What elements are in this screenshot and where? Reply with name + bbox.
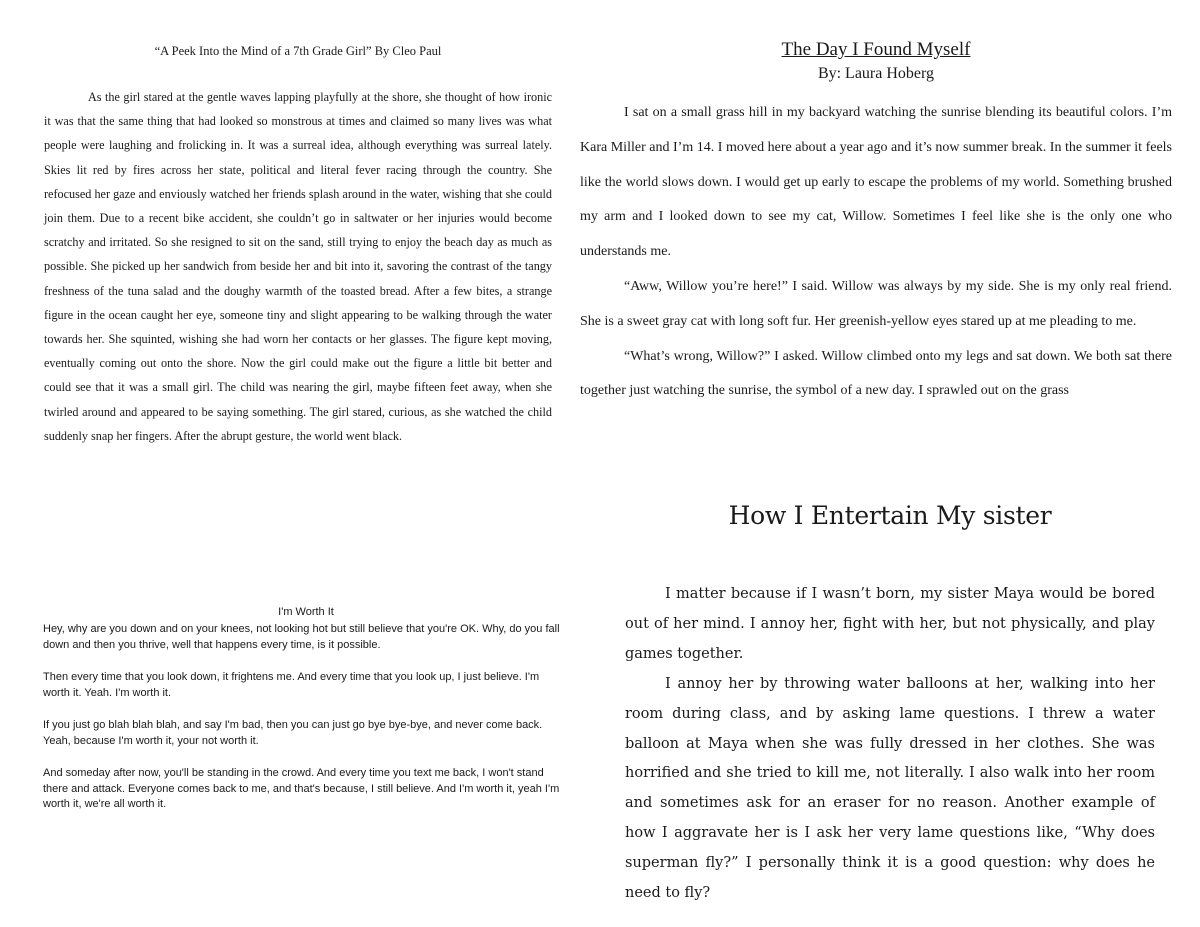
song-title: I'm Worth It — [278, 606, 334, 618]
story-entertain-sister — [625, 496, 1155, 909]
story-paragraph: “What’s wrong, Willow?” I asked. Willow climbed onto my legs and sat down. We both sat there together just watching the sunrise, the symbol of a new day. I sprawled out on the grass — [580, 348, 1172, 399]
story-author: By: Laura Hoberg — [817, 65, 935, 82]
story-paragraph: “Aww, Willow you’re here!” I said. Willow was always by my side. She is my only real friend. She is a sweet gray cat with long soft fur. Her greenish-yellow eyes stared up at me pleading to me. — [580, 278, 1172, 329]
story-cleo-paul — [44, 44, 552, 448]
story-paragraph: I annoy her by throwing water balloons at her, walking into her room during class, and by asking lame questions. I threw a water balloon at Maya when she was fully dressed in her clothes. She was horrified and she tried to kill me, not literally. I also walk into her room and sometimes ask for an eraser for no reason. Another example of how I aggravate her is I ask her very lame questions like, “Why does superman fly?” I personally think it is a good question: why does he need to fly? — [625, 675, 1155, 902]
song-im-worth-it — [43, 605, 569, 830]
story-title: “A Peek Into the Mind of a 7th Grade Girl” By Cleo Paul — [154, 44, 442, 58]
story-body: As the girl stared at the gentle waves lapping playfully at the shore, she thought of how ironic it was that the same thing that had looked so monstrous at times and claimed so many lives was what people were laughing and frolicking in. It was a surreal idea, although everything was surreal lately. Skies lit red by fires across her state, political and literal fever racing through the country. She refocused her gaze and enviously watched her friends splash around in the water, wishing that she could join them. Due to a recent bike accident, she couldn’t go in saltwater or her injuries would become scratchy and irritated. So she resigned to sit on the sand, still trying to enjoy the beach day as much as possible. She picked up her sandwich from beside her and bit into it, savoring the contrast of the tangy freshness of the tuna salad and the doughy warmth of the toasted bread. After a few bites, a strange figure in the ocean caught her eye, someone tiny and slight appearing to be walking through the water towards her. She squinted, wishing she had worn her contacts or her glasses. The figure kept moving, eventually coming out onto the shore. Now the girl could make out the figure a little bit better and could see that it was a small girl. The child was nearing the girl, maybe fifteen feet away, when she twirled around and appeared to be saying something. The girl stared, curious, as she watched the child suddenly snap her fingers. After the abrupt gesture, the world went black. — [44, 90, 552, 443]
song-verse: If you just go blah blah blah, and say I'm bad, then you can just go bye bye-bye, and never come back. Yeah, because I'm worth it, your not worth it. — [43, 719, 543, 747]
song-verse: Hey, why are you down and on your knees, not looking hot but still believe that you're OK. Why, do you fall down and then you thrive, well that happens every time, is it possible. — [43, 623, 560, 651]
song-verse: Then every time that you look down, it frightens me. And every time that you look up, I just believe. I'm worth it. Yeah. I'm worth it. — [43, 671, 540, 699]
story-paragraph: I sat on a small grass hill in my backyard watching the sunrise blending its beautiful colors. I’m Kara Miller and I’m 14. I moved here about a year ago and it’s now summer break. In the summer it feels like the world slows down. I would get up early to escape the problems of my world. Something brushed my arm and I looked down to see my cat, Willow. Sometimes I feel like she is the only one who understands me. — [580, 105, 1172, 260]
story-title: How I Entertain My sister — [728, 501, 1052, 530]
story-paragraph: I matter because if I wasn’t born, my sister Maya would be bored out of her mind. I annoy her, fight with her, but not physically, and play games together. — [625, 586, 1155, 662]
song-verse: And someday after now, you'll be standing in the crowd. And every time you text me back, I won't stand there and attack. Everyone comes back to me, and that's because, I still believe. And I'm worth it, yeah I'm worth it, we're all worth it. — [43, 767, 560, 810]
story-laura-hoberg — [580, 38, 1172, 409]
story-title: The Day I Found Myself — [781, 39, 971, 60]
